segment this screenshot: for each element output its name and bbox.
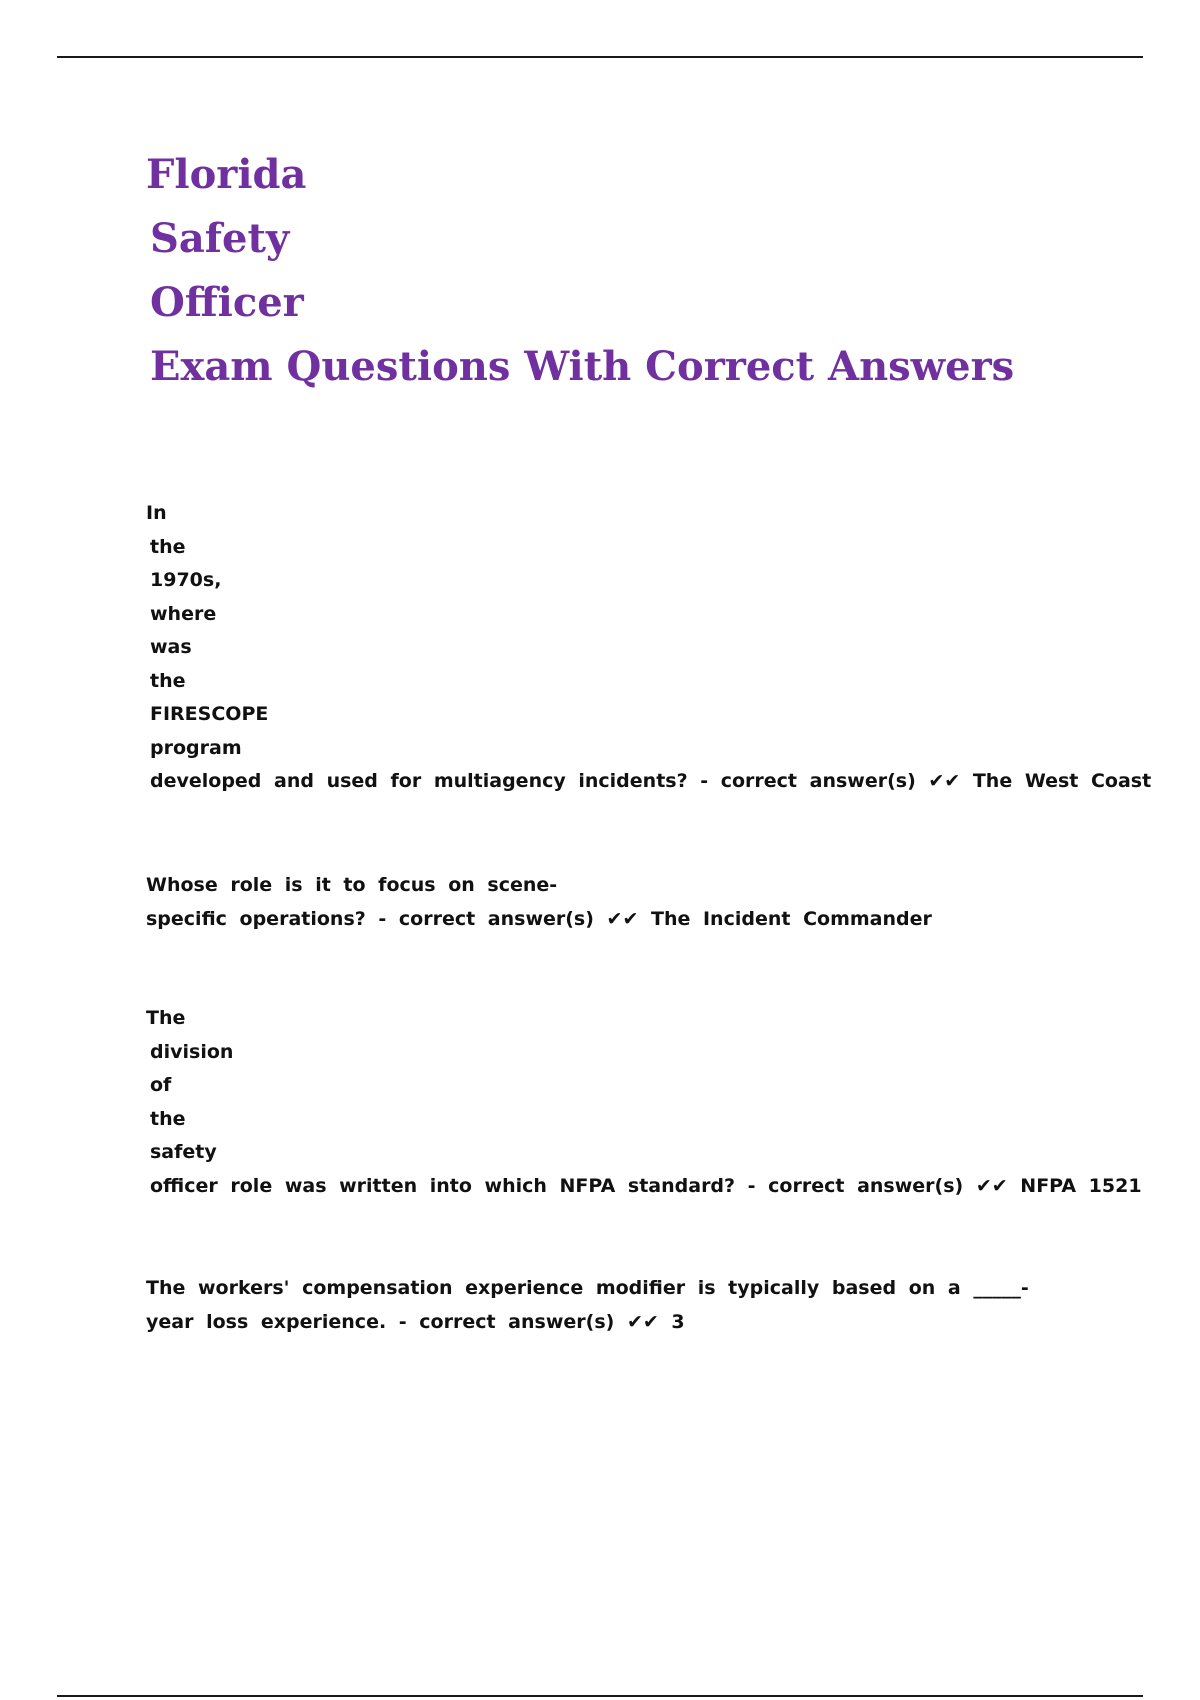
title-line: Exam Questions With Correct Answers [150,343,1015,390]
question-word: 1970s, [150,569,222,591]
question-answer-3 [146,1002,1142,1203]
question-answer-4 [146,1272,1029,1339]
question-word: of [150,1074,172,1096]
question-answer-line: specific operations? - correct answer(s) ✔✔ The Incident Commander [146,907,932,930]
footer-rule [57,1695,1143,1697]
question-word: the [150,1107,186,1130]
title-line: Officer [150,279,304,326]
question-answer-line: developed and used for multiagency incidents? - correct answer(s) ✔✔ The West Coast [150,770,1152,792]
question-word: where [150,602,217,625]
question-answer-2 [146,869,932,936]
question-word: was [150,636,192,658]
question-answer-1 [146,497,1151,799]
question-word: the [150,669,186,692]
question-word: the [150,535,186,558]
question-word: program [150,736,242,759]
question-word: division [150,1040,234,1063]
header-rule [57,56,1143,58]
question-word: The [146,1007,186,1029]
question-answer-line: officer role was written into which NFPA standard? - correct answer(s) ✔✔ NFPA 1521 [150,1174,1142,1197]
question-line: The workers' compensation experience modifier is typically based on a _____- [146,1277,1029,1299]
title-line: Safety [150,215,290,262]
document-title [146,143,1014,399]
question-word: In [146,502,167,524]
title-line: Florida [146,151,307,198]
question-word: FIRESCOPE [150,703,269,725]
question-answer-line: year loss experience. - correct answer(s) ✔✔ 3 [146,1310,685,1333]
question-word: safety [150,1141,217,1163]
question-line: Whose role is it to focus on scene- [146,874,558,896]
